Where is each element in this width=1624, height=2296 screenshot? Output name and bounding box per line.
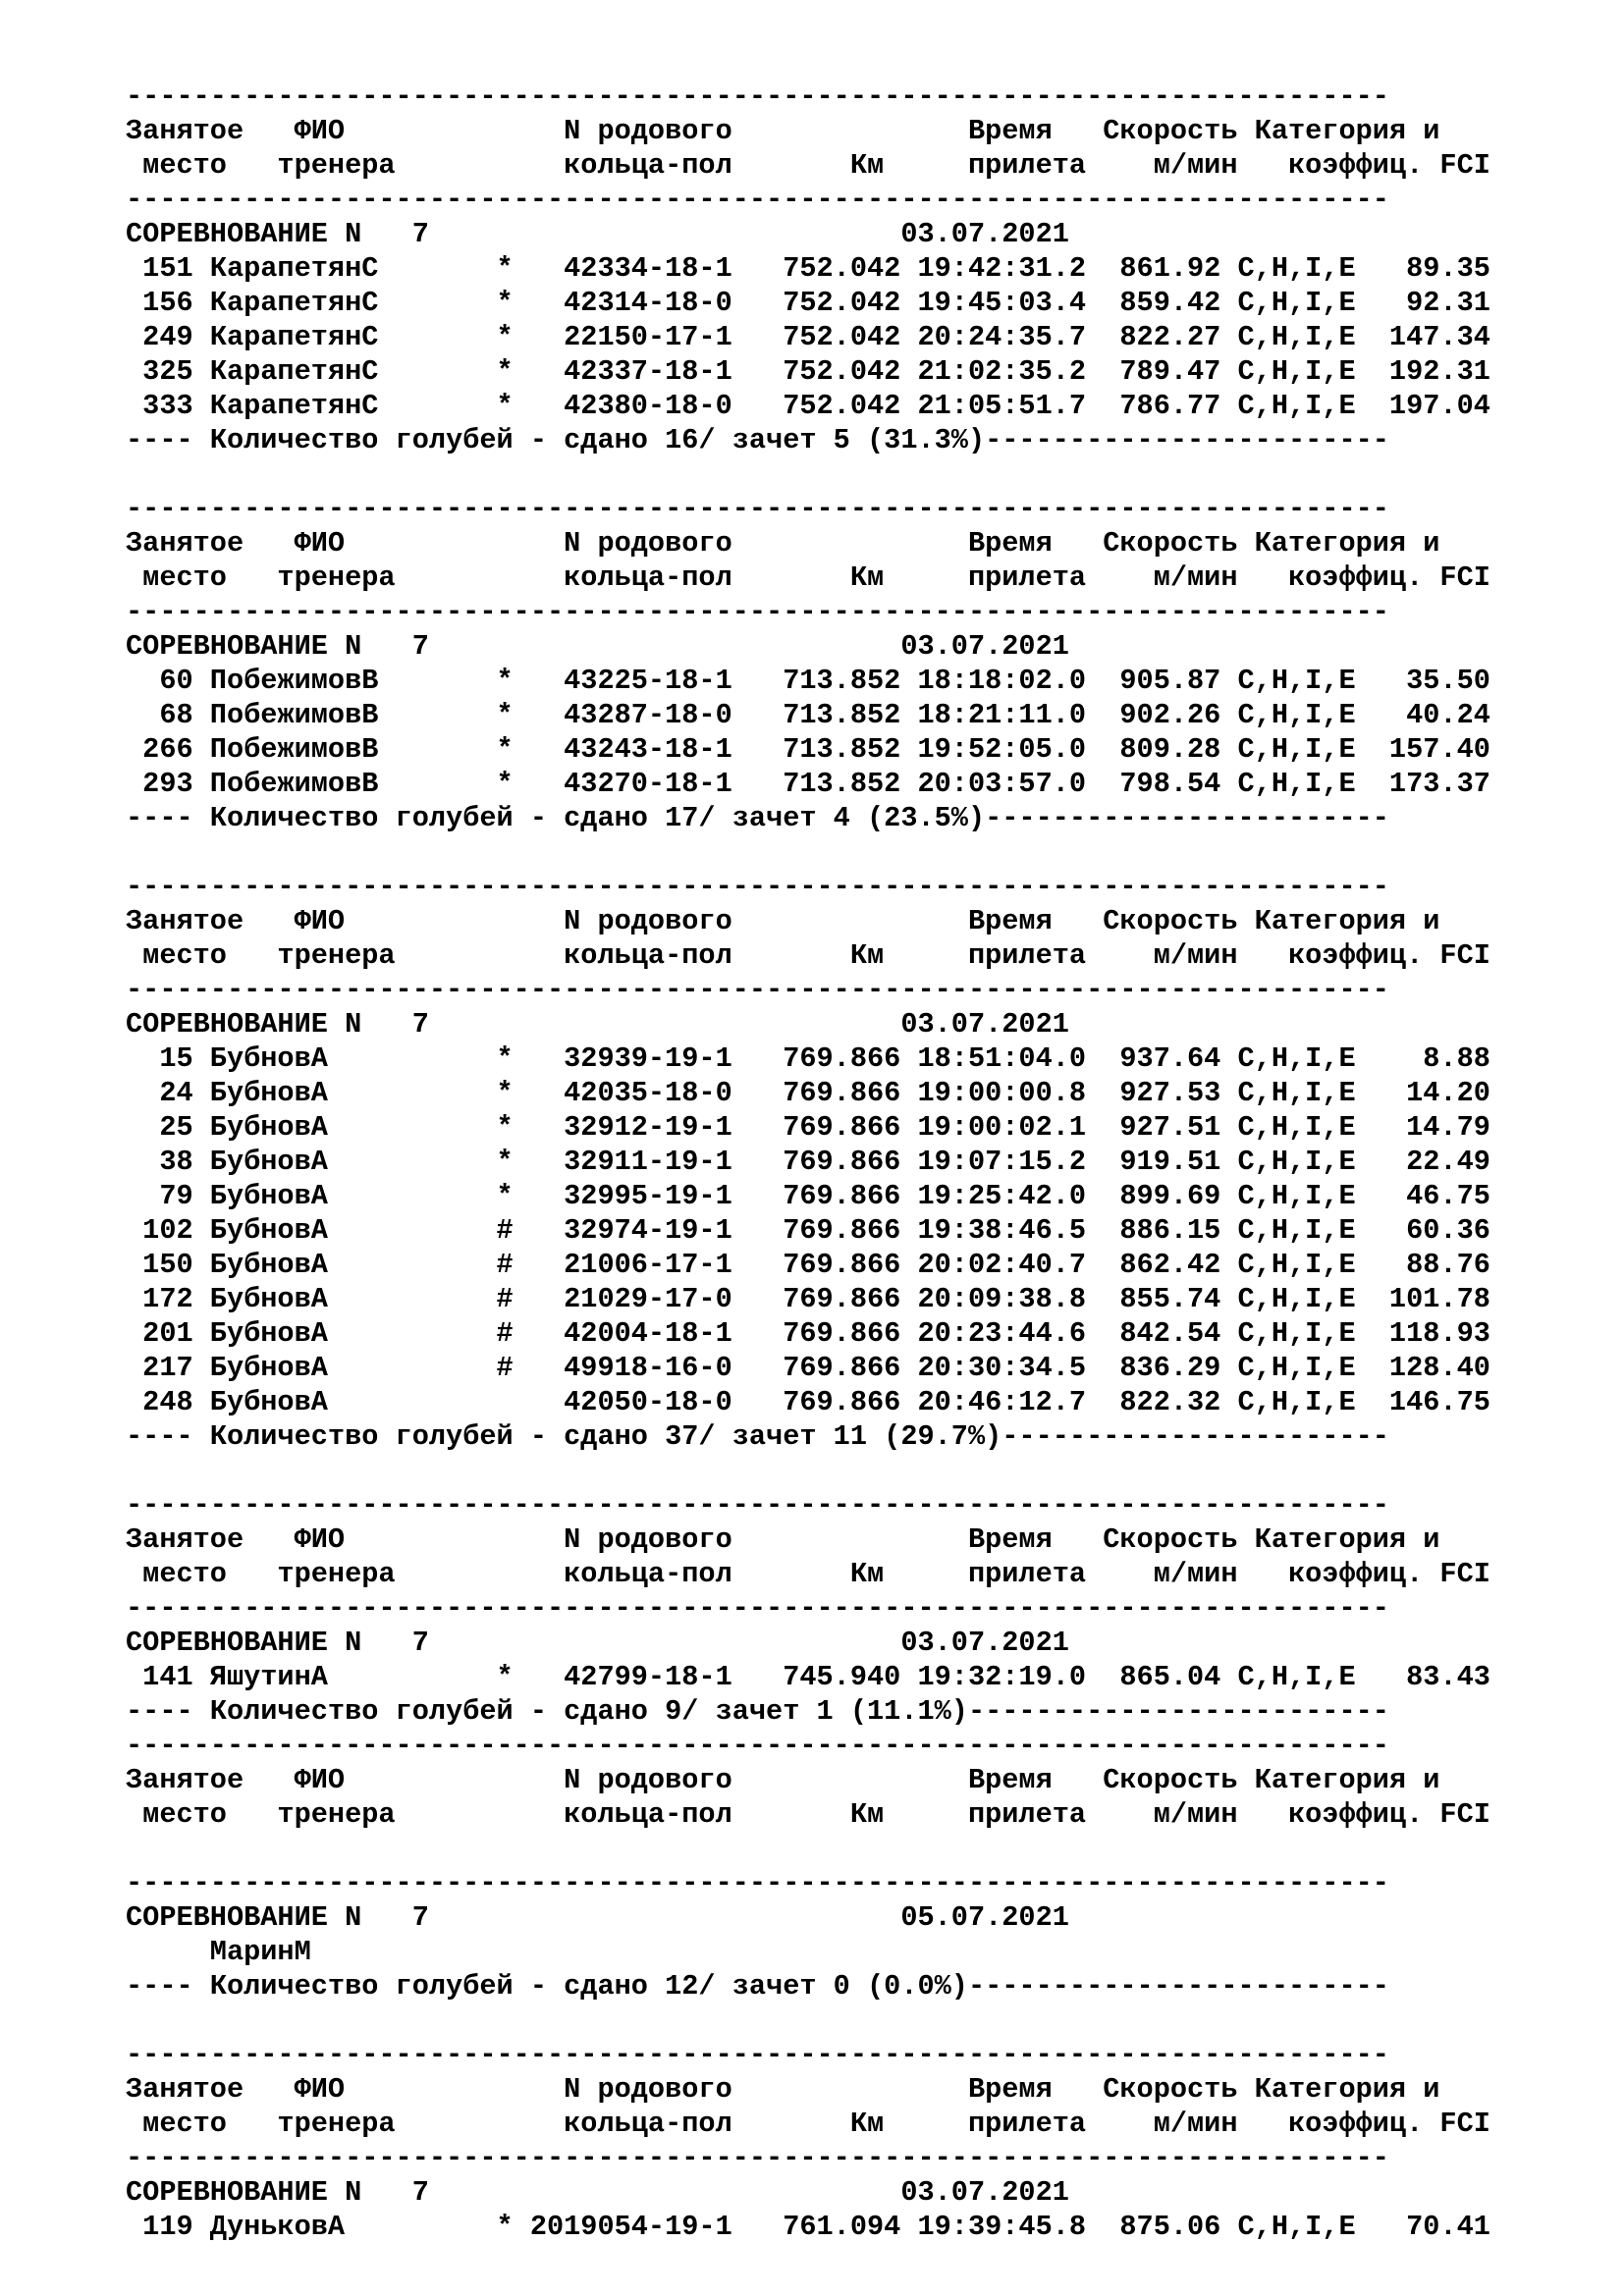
text-line: 156 КарапетянС * 42314-18-0 752.042 19:45:03.4 859.42 C,H,I,E 92.31: [126, 287, 1490, 319]
text-line: Занятое ФИО N родового Время Скорость Категория и: [126, 905, 1440, 937]
text-line: МаринМ: [126, 1936, 311, 1968]
text-line: 119 ДуньковА * 2019054-19-1 761.094 19:39:45.8 875.06 C,H,I,E 70.41: [126, 2211, 1490, 2243]
text-line: ---------------------------------------------------------------------------: [126, 2142, 1389, 2174]
text-line: ---------------------------------------------------------------------------: [126, 493, 1389, 525]
text-line: СОРЕВНОВАНИЕ N 7 03.07.2021: [126, 2176, 1069, 2209]
text-line: 333 КарапетянС * 42380-18-0 752.042 21:05:51.7 786.77 C,H,I,E 197.04: [126, 390, 1490, 422]
text-line: место тренера кольца-пол Км прилета м/мин коэффиц. FCI: [126, 1558, 1490, 1590]
text-line: ---------------------------------------------------------------------------: [126, 80, 1389, 113]
text-line: [126, 457, 1490, 492]
text-line: место тренера кольца-пол Км прилета м/мин коэффиц. FCI: [126, 149, 1490, 182]
text-line: ---- Количество голубей - сдано 12/ зачет 0 (0.0%)-------------------------: [126, 1970, 1389, 2002]
text-line: ---------------------------------------------------------------------------: [126, 1592, 1389, 1625]
text-line: Занятое ФИО N родового Время Скорость Категория и: [126, 527, 1440, 560]
text-line: 38 БубновА * 32911-19-1 769.866 19:07:15.2 919.51 C,H,I,E 22.49: [126, 1146, 1490, 1178]
text-line: [126, 1454, 1490, 1488]
text-line: место тренера кольца-пол Км прилета м/мин коэффиц. FCI: [126, 1798, 1490, 1831]
text-line: 293 ПобежимовВ * 43270-18-1 713.852 20:03:57.0 798.54 C,H,I,E 173.37: [126, 768, 1490, 800]
text-line: [126, 835, 1490, 870]
text-line: Занятое ФИО N родового Время Скорость Категория и: [126, 1764, 1440, 1796]
text-line: ---- Количество голубей - сдано 17/ зачет 4 (23.5%)------------------------: [126, 802, 1389, 834]
text-line: 102 БубновА # 32974-19-1 769.866 19:38:46.5 886.15 C,H,I,E 60.36: [126, 1214, 1490, 1247]
text-line: 141 ЯшутинА * 42799-18-1 745.940 19:32:19.0 865.04 C,H,I,E 83.43: [126, 1661, 1490, 1693]
text-line: 68 ПобежимовВ * 43287-18-0 713.852 18:21:11.0 902.26 C,H,I,E 40.24: [126, 699, 1490, 731]
text-line: 325 КарапетянС * 42337-18-1 752.042 21:02:35.2 789.47 C,H,I,E 192.31: [126, 355, 1490, 388]
text-line: ---------------------------------------------------------------------------: [126, 1489, 1389, 1522]
text-line: СОРЕВНОВАНИЕ N 7 05.07.2021: [126, 1901, 1069, 1934]
text-line: ---------------------------------------------------------------------------: [126, 1867, 1389, 1899]
text-line: 172 БубновА # 21029-17-0 769.866 20:09:38.8 855.74 C,H,I,E 101.78: [126, 1283, 1490, 1315]
text-line: Занятое ФИО N родового Время Скорость Категория и: [126, 2073, 1440, 2106]
text-line: ---------------------------------------------------------------------------: [126, 2039, 1389, 2071]
text-line: 201 БубновА # 42004-18-1 769.866 20:23:44.6 842.54 C,H,I,E 118.93: [126, 1317, 1490, 1350]
text-line: ---------------------------------------------------------------------------: [126, 596, 1389, 628]
text-line: 15 БубновА * 32939-19-1 769.866 18:51:04.0 937.64 C,H,I,E 8.88: [126, 1042, 1490, 1075]
results-printout: [126, 80, 1490, 2244]
text-line: СОРЕВНОВАНИЕ N 7 03.07.2021: [126, 218, 1069, 250]
text-line: ---------------------------------------------------------------------------: [126, 1730, 1389, 1762]
text-line: ---------------------------------------------------------------------------: [126, 974, 1389, 1006]
text-line: 248 БубновА 42050-18-0 769.866 20:46:12.7 822.32 C,H,I,E 146.75: [126, 1386, 1490, 1418]
text-line: ---- Количество голубей - сдано 16/ зачет 5 (31.3%)------------------------: [126, 424, 1389, 456]
text-line: Занятое ФИО N родового Время Скорость Категория и: [126, 1523, 1440, 1556]
text-line: 266 ПобежимовВ * 43243-18-1 713.852 19:52:05.0 809.28 C,H,I,E 157.40: [126, 733, 1490, 766]
text-line: место тренера кольца-пол Км прилета м/мин коэффиц. FCI: [126, 561, 1490, 594]
text-line: место тренера кольца-пол Км прилета м/мин коэффиц. FCI: [126, 2108, 1490, 2140]
text-line: ---- Количество голубей - сдано 9/ зачет 1 (11.1%)-------------------------: [126, 1695, 1389, 1728]
text-line: СОРЕВНОВАНИЕ N 7 03.07.2021: [126, 630, 1069, 663]
text-line: 79 БубновА * 32995-19-1 769.866 19:25:42.0 899.69 C,H,I,E 46.75: [126, 1180, 1490, 1212]
text-line: ---------------------------------------------------------------------------: [126, 871, 1389, 903]
text-line: 217 БубновА # 49918-16-0 769.866 20:30:34.5 836.29 C,H,I,E 128.40: [126, 1352, 1490, 1384]
text-line: СОРЕВНОВАНИЕ N 7 03.07.2021: [126, 1627, 1069, 1659]
text-line: место тренера кольца-пол Км прилета м/мин коэффиц. FCI: [126, 939, 1490, 972]
text-line: 151 КарапетянС * 42334-18-1 752.042 19:42:31.2 861.92 C,H,I,E 89.35: [126, 252, 1490, 285]
text-line: 150 БубновА # 21006-17-1 769.866 20:02:40.7 862.42 C,H,I,E 88.76: [126, 1249, 1490, 1281]
text-line: 25 БубновА * 32912-19-1 769.866 19:00:02.1 927.51 C,H,I,E 14.79: [126, 1111, 1490, 1144]
text-line: 60 ПобежимовВ * 43225-18-1 713.852 18:18:02.0 905.87 C,H,I,E 35.50: [126, 665, 1490, 697]
text-line: Занятое ФИО N родового Время Скорость Категория и: [126, 115, 1440, 147]
text-line: 249 КарапетянС * 22150-17-1 752.042 20:24:35.7 822.27 C,H,I,E 147.34: [126, 321, 1490, 353]
text-line: 24 БубновА * 42035-18-0 769.866 19:00:00.8 927.53 C,H,I,E 14.20: [126, 1077, 1490, 1109]
text-line: ---- Количество голубей - сдано 37/ зачет 11 (29.7%)-----------------------: [126, 1420, 1389, 1453]
text-line: ---------------------------------------------------------------------------: [126, 184, 1389, 216]
text-line: [126, 1832, 1490, 1866]
text-line: [126, 2003, 1490, 2038]
text-line: СОРЕВНОВАНИЕ N 7 03.07.2021: [126, 1008, 1069, 1041]
